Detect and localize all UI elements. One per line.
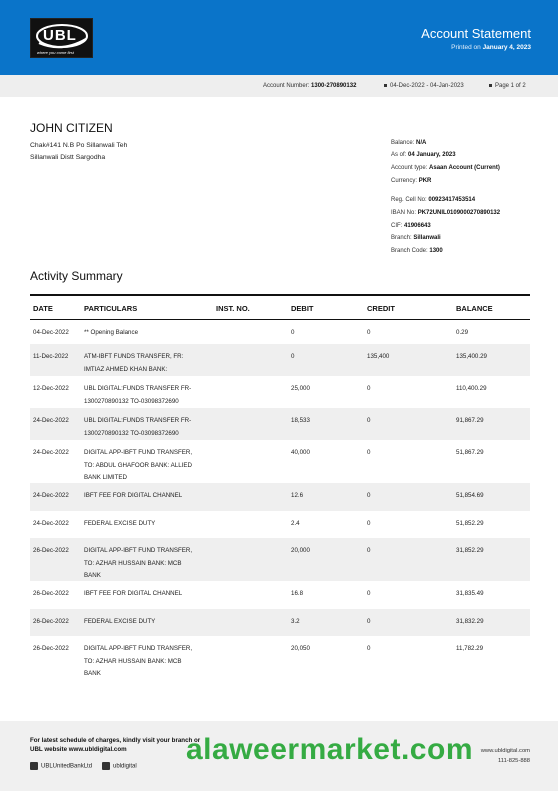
cell-debit: 20,050 xyxy=(291,645,310,652)
cell-particulars: UBL DIGITAL:FUNDS TRANSFER FR- 1300270890132 TO-03098372690 xyxy=(84,417,192,437)
cell-date: 26-Dec-2022 xyxy=(33,618,69,625)
table-row xyxy=(30,636,530,677)
account-info-item: Branch: Sillanwali xyxy=(391,235,441,241)
footer-helpline: 111-825-888 xyxy=(497,758,530,764)
cell-debit: 2.4 xyxy=(291,520,300,527)
cell-particulars: IBFT FEE FOR DIGITAL CHANNEL xyxy=(84,590,183,597)
table-row xyxy=(30,376,530,408)
page-indicator: Page 1 of 2 xyxy=(489,83,526,89)
table-row xyxy=(30,581,530,609)
address-line-1: Chak#141 N.B Po Sillanwali Teh xyxy=(30,142,128,149)
account-info-item: CIF: 41906643 xyxy=(391,223,431,229)
table-row xyxy=(30,440,530,483)
cell-credit: 0 xyxy=(367,547,371,554)
cell-debit: 20,000 xyxy=(291,547,310,554)
account-meta-bar xyxy=(0,75,558,97)
cell-balance: 110,400.29 xyxy=(456,385,487,392)
cell-credit: 0 xyxy=(367,385,371,392)
table-header xyxy=(30,294,530,320)
cell-balance: 91,867.29 xyxy=(456,417,484,424)
cell-date: 26-Dec-2022 xyxy=(33,645,69,652)
cell-debit: 0 xyxy=(291,353,295,360)
separator-dot-icon xyxy=(384,84,387,87)
cell-balance: 51,854.69 xyxy=(456,492,484,499)
statement-header xyxy=(0,0,558,75)
table-row xyxy=(30,344,530,376)
address-line-2: Sillanwali Distt Sargodha xyxy=(30,154,106,161)
col-particulars: PARTICULARS xyxy=(84,304,138,313)
instagram-icon xyxy=(102,762,110,770)
cell-particulars: UBL DIGITAL:FUNDS TRANSFER FR- 1300270890132 TO-03098372690 xyxy=(84,385,192,405)
cell-particulars: ATM-IBFT FUNDS TRANSFER, FR: IMTIAZ AHMED KHAN BANK: xyxy=(84,353,184,373)
logo-tagline: where you come first xyxy=(37,50,74,55)
cell-date: 24-Dec-2022 xyxy=(33,520,69,527)
activity-summary-title: Activity Summary xyxy=(30,269,123,283)
cell-credit: 0 xyxy=(367,329,371,336)
social-instagram[interactable]: ubldigital xyxy=(102,762,137,770)
facebook-icon xyxy=(30,762,38,770)
cell-particulars: DIGITAL APP-IBFT FUND TRANSFER, TO: AZHAR HUSSAIN BANK: MCB BANK xyxy=(84,547,193,579)
table-row xyxy=(30,511,530,538)
cell-balance: 11,782.29 xyxy=(456,645,484,652)
cell-particulars: IBFT FEE FOR DIGITAL CHANNEL xyxy=(84,492,183,499)
cell-date: 11-Dec-2022 xyxy=(33,353,69,360)
transaction-table xyxy=(30,320,530,677)
cell-balance: 31,835.49 xyxy=(456,590,484,597)
cell-particulars: DIGITAL APP-IBFT FUND TRANSFER, TO: AZHAR HUSSAIN BANK: MCB BANK xyxy=(84,645,193,677)
table-row xyxy=(30,483,530,511)
cell-date: 24-Dec-2022 xyxy=(33,492,69,499)
cell-debit: 25,000 xyxy=(291,385,310,392)
statement-title: Account Statement xyxy=(421,26,531,41)
cell-balance: 51,867.29 xyxy=(456,449,484,456)
cell-credit: 0 xyxy=(367,618,371,625)
social-facebook[interactable]: UBLUnitedBankLtd xyxy=(30,762,92,770)
cell-date: 04-Dec-2022 xyxy=(33,329,69,336)
cell-particulars: FEDERAL EXCISE DUTY xyxy=(84,618,156,625)
cell-credit: 0 xyxy=(367,520,371,527)
table-row xyxy=(30,609,530,636)
table-row xyxy=(30,408,530,440)
table-row xyxy=(30,538,530,581)
cell-debit: 40,000 xyxy=(291,449,310,456)
printed-on: Printed on January 4, 2023 xyxy=(451,44,531,51)
statement-period: 04-Dec-2022 - 04-Jan-2023 xyxy=(384,83,464,89)
cell-debit: 0 xyxy=(291,329,295,336)
cell-particulars: DIGITAL APP-IBFT FUND TRANSFER, TO: ABDUL GHAFOOR BANK: ALLIED BANK LIMITED xyxy=(84,449,193,481)
cell-credit: 0 xyxy=(367,492,371,499)
col-debit: DEBIT xyxy=(291,304,314,313)
customer-name: JOHN CITIZEN xyxy=(30,121,113,135)
account-info-item: IBAN No: PK72UNIL0109000270890132 xyxy=(391,210,501,216)
cell-date: 24-Dec-2022 xyxy=(33,449,69,456)
cell-debit: 12.6 xyxy=(291,492,304,499)
cell-credit: 135,400 xyxy=(367,353,390,360)
col-balance: BALANCE xyxy=(456,304,493,313)
account-info-item: Account type: Asaan Account (Current) xyxy=(391,165,500,171)
cell-credit: 0 xyxy=(367,645,371,652)
separator-dot-icon xyxy=(489,84,492,87)
cell-debit: 16.8 xyxy=(291,590,304,597)
cell-date: 26-Dec-2022 xyxy=(33,547,69,554)
account-info-item: As of: 04 January, 2023 xyxy=(391,152,456,158)
cell-date: 24-Dec-2022 xyxy=(33,417,69,424)
cell-balance: 51,852.29 xyxy=(456,520,484,527)
account-info-item: Branch Code: 1300 xyxy=(391,248,443,254)
cell-credit: 0 xyxy=(367,417,371,424)
account-info-item: Balance: N/A xyxy=(391,140,427,146)
footer-website[interactable]: www.ubldigital.com xyxy=(480,748,530,754)
watermark: alaweermarket.com xyxy=(186,733,473,766)
cell-particulars: ** Opening Balance xyxy=(84,329,139,336)
cell-balance: 0.29 xyxy=(456,329,469,336)
table-row xyxy=(30,320,530,344)
cell-balance: 31,852.29 xyxy=(456,547,484,554)
col-date: DATE xyxy=(33,304,53,313)
account-info-item: Reg. Cell No: 00923417453514 xyxy=(391,197,476,203)
cell-debit: 18,533 xyxy=(291,417,310,424)
cell-date: 26-Dec-2022 xyxy=(33,590,69,597)
logo-text: UBL xyxy=(43,27,77,44)
account-info-item: Currency: PKR xyxy=(391,178,432,184)
printed-date: January 4, 2023 xyxy=(482,44,531,51)
account-number: Account Number: 1300-270890132 xyxy=(263,83,357,89)
cell-debit: 3.2 xyxy=(291,618,300,625)
footer-note: For latest schedule of charges, kindly visit your branch or UBL website www.ubldigital.com xyxy=(30,737,201,753)
cell-date: 12-Dec-2022 xyxy=(33,385,69,392)
col-inst-no: INST. NO. xyxy=(216,304,250,313)
col-credit: CREDIT xyxy=(367,304,395,313)
cell-credit: 0 xyxy=(367,449,371,456)
ubl-logo xyxy=(30,18,93,58)
cell-balance: 31,832.29 xyxy=(456,618,484,625)
cell-particulars: FEDERAL EXCISE DUTY xyxy=(84,520,156,527)
cell-credit: 0 xyxy=(367,590,371,597)
cell-balance: 135,400.29 xyxy=(456,353,487,360)
